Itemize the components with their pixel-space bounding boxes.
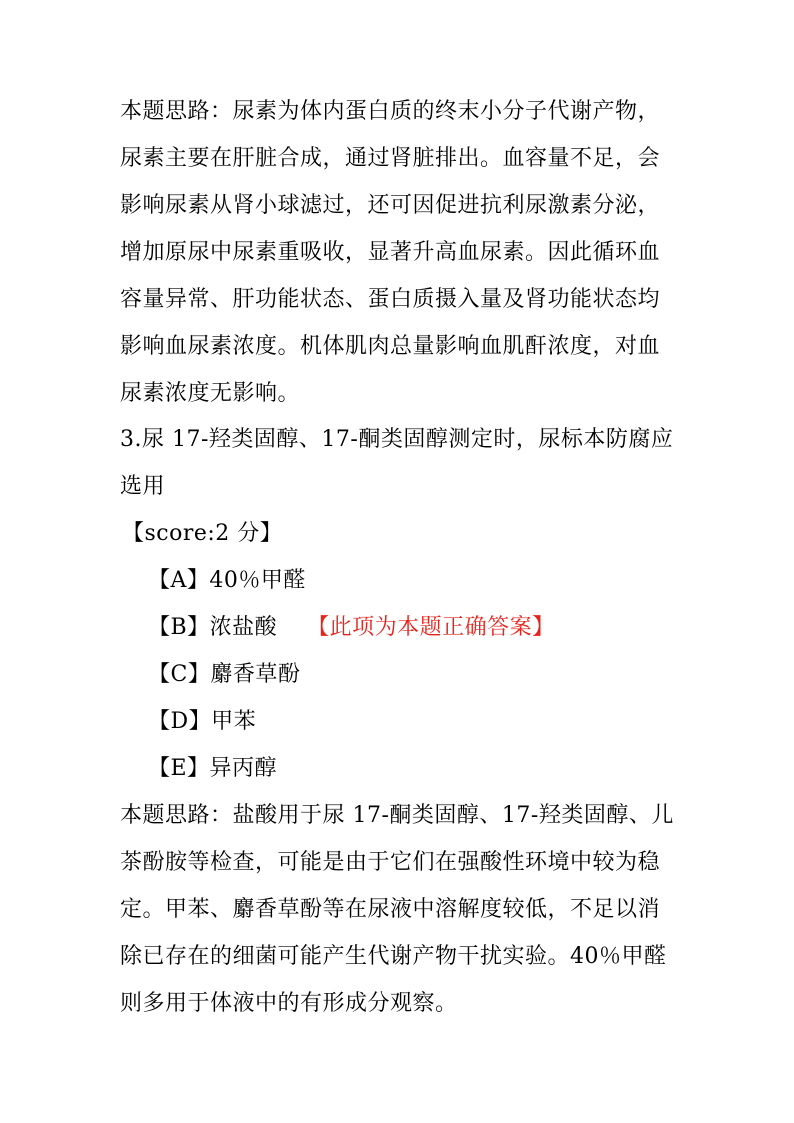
question-analysis: 本题思路：盐酸用于尿 17-酮类固醇、17-羟类固醇、儿茶酚胺等检查，可能是由于它们在强酸性环境中较为稳定。甲苯、麝香草酚等在尿液中溶解度较低，不足以消除已存在的细菌可能产生代谢产物干扰实验。40％甲醛则多用于体液中的有形成分观察。 [120,803,674,1016]
option-e [148,745,277,792]
option-a [148,557,306,604]
option-d [148,698,256,745]
option-b [148,604,555,651]
option-c-label: 【C】麝香草酚 [148,662,301,687]
previous-question-analysis: 本题思路：尿素为体内蛋白质的终末小分子代谢产物，尿素主要在肝脏合成，通过肾脏排出。血容量不足，会影响尿素从肾小球滤过，还可因促进抗利尿激素分泌，增加原尿中尿素重吸收，显著升高血尿素。因此循环血容量异常、肝功能状态、蛋白质摄入量及肾功能状态均影响血尿素浓度。机体肌肉总量影响血肌酐浓度，对血尿素浓度无影响。 [120,99,661,406]
option-d-label: 【D】甲苯 [148,709,257,734]
option-a-label: 【A】40％甲醛 [148,568,306,593]
question-stem: 3.尿 17-羟类固醇、17-酮类固醇测定时，尿标本防腐应选用 [120,427,674,499]
option-e-label: 【E】异丙醇 [148,756,278,781]
question-score: 【score:2 分】 [122,521,283,546]
option-c [148,651,300,698]
correct-answer-tag: 【此项为本题正确答案】 [307,615,555,640]
option-b-label: 【B】浓盐酸 [148,615,278,640]
